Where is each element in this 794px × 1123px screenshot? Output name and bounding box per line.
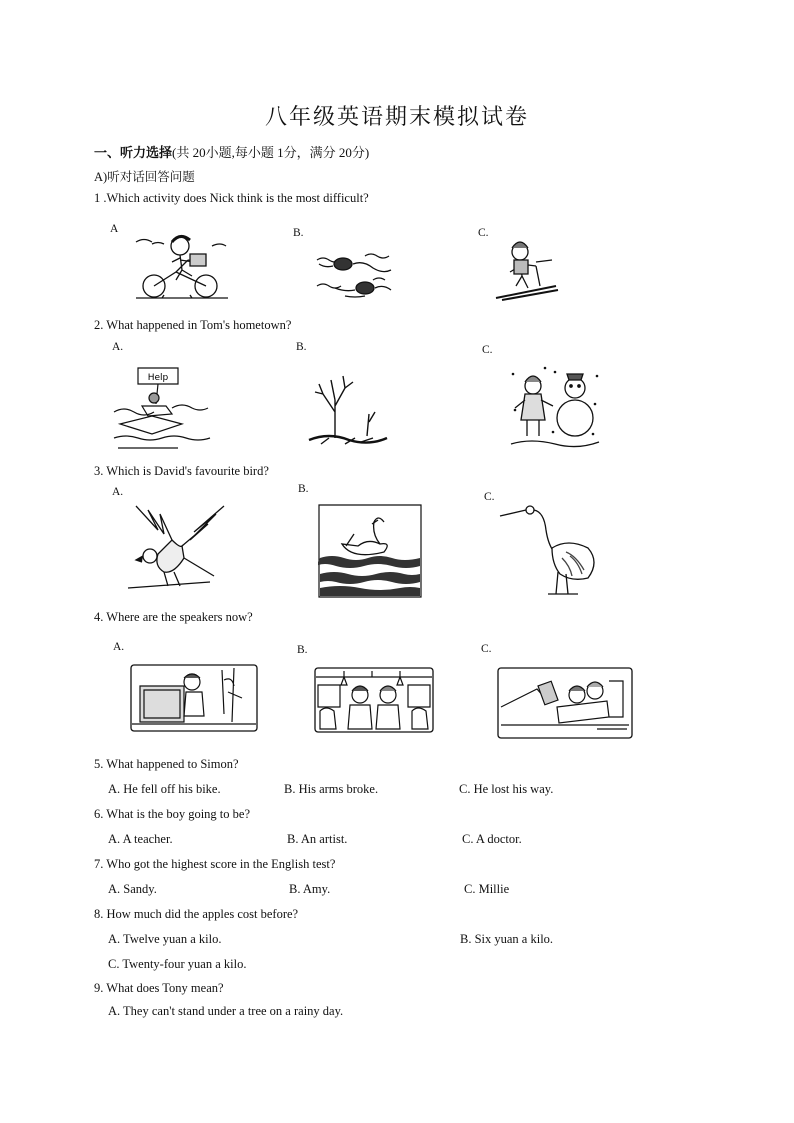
- question-7: 7. Who got the highest score in the English test?: [94, 857, 336, 871]
- eagle-image: [124, 500, 228, 595]
- q3-label-b: B.: [298, 483, 309, 495]
- section-subheading: A)听对话回答问题: [94, 170, 195, 184]
- crane-image: [496, 500, 604, 596]
- page-title: 八年级英语期末模拟试卷: [264, 104, 529, 129]
- office-scene-image: [130, 664, 258, 732]
- flood-help-image: [112, 364, 212, 452]
- q1-label-c: C.: [478, 227, 489, 239]
- boy-cycling-image: [132, 232, 232, 302]
- q6-option-c: C. A doctor.: [462, 832, 522, 846]
- q5-option-b: B. His arms broke.: [284, 782, 379, 796]
- help-sign-text: Help: [147, 373, 169, 383]
- bus-scene-image: [314, 667, 434, 733]
- swimmers-image: [315, 250, 395, 302]
- question-8: 8. How much did the apples cost before?: [94, 907, 299, 921]
- q8-option-b: B. Six yuan a kilo.: [460, 932, 554, 946]
- q4-label-a: A.: [113, 641, 125, 653]
- q7-option-a: A. Sandy.: [108, 882, 157, 896]
- car-scene-image: [497, 667, 633, 739]
- q1-label-b: B.: [293, 227, 304, 239]
- q6-option-a: A. A teacher.: [108, 832, 173, 846]
- q7-option-b: B. Amy.: [289, 882, 331, 896]
- question-4: 4. Where are the speakers now?: [94, 610, 253, 624]
- question-1: 1 .Which activity does Nick think is the most difficult?: [94, 191, 369, 205]
- q4-label-c: C.: [481, 643, 492, 655]
- q2-label-a: A.: [112, 341, 124, 353]
- q8-option-c: C. Twenty-four yuan a kilo.: [108, 957, 247, 971]
- section-heading-bold: 一、听力选择: [94, 146, 173, 161]
- question-3: 3. Which is David's favourite bird?: [94, 464, 269, 478]
- q1-label-a: A: [110, 223, 119, 235]
- question-9: 9. What does Tony mean?: [94, 981, 224, 995]
- question-5: 5. What happened to Simon?: [94, 757, 239, 771]
- q8-option-a: A. Twelve yuan a kilo.: [108, 932, 222, 946]
- q5-option-a: A. He fell off his bike.: [108, 782, 221, 796]
- q2-label-b: B.: [296, 341, 307, 353]
- q7-option-c: C. Millie: [464, 882, 510, 896]
- q4-label-b: B.: [297, 644, 308, 656]
- swan-image: [318, 504, 422, 598]
- section-heading: [94, 142, 369, 161]
- skier-image: [492, 238, 562, 302]
- q9-option-a: A. They can't stand under a tree on a rainy day.: [108, 1004, 344, 1018]
- q2-label-c: C.: [482, 344, 493, 356]
- question-6: 6. What is the boy going to be?: [94, 807, 250, 821]
- question-2: 2. What happened in Tom's hometown?: [94, 318, 292, 332]
- q3-label-c: C.: [484, 491, 495, 503]
- dry-tree-image: [305, 370, 390, 450]
- section-heading-note: (共 20小题,每小题 1分，满分 20分): [172, 145, 370, 160]
- q5-option-c: C. He lost his way.: [459, 782, 554, 796]
- snowman-child-image: [505, 364, 605, 452]
- q3-label-a: A.: [112, 486, 124, 498]
- q6-option-b: B. An artist.: [287, 832, 348, 846]
